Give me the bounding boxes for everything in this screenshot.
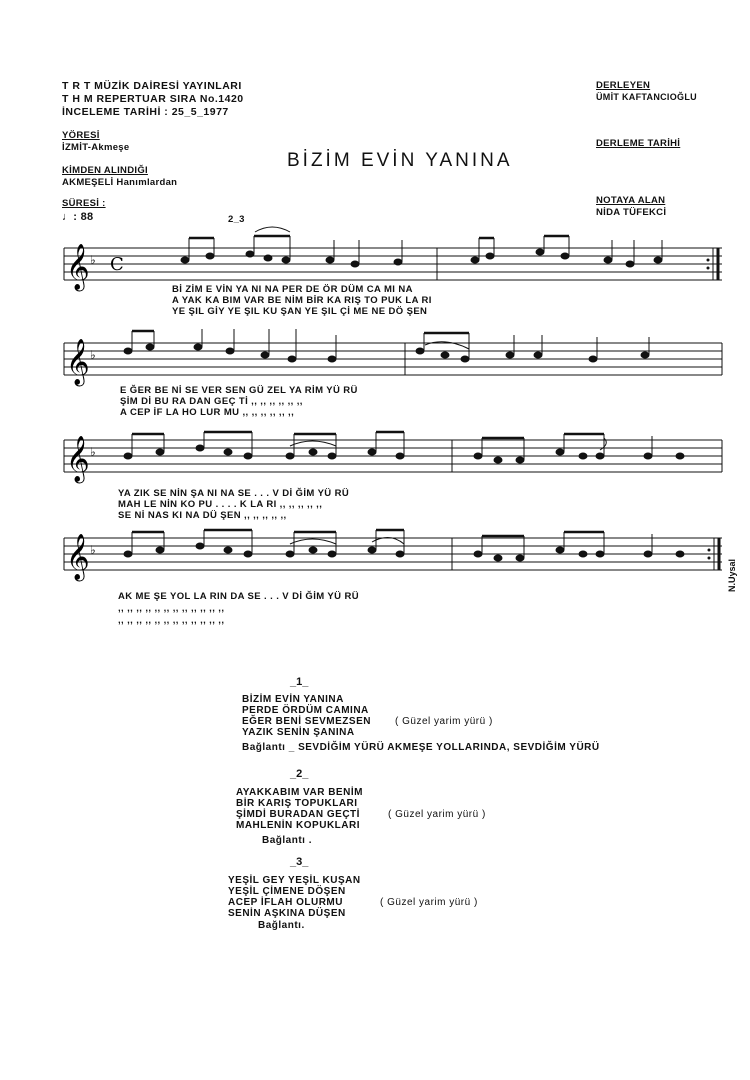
stanza-line: YAZIK SENİN ŞANINA [242, 727, 355, 738]
refrain-line: Bağlantı . [262, 835, 313, 846]
refrain-note: ( Güzel yarim yürü ) [380, 897, 478, 908]
collection-date-label: DERLEME TARİHİ [596, 138, 681, 149]
stanza-number: _1_ [290, 676, 309, 688]
stanza-number: _3_ [290, 856, 309, 868]
song-title: BİZİM EVİN YANINA [287, 150, 513, 171]
publisher-line-2: T H M REPERTUAR SIRA No.1420 [62, 93, 244, 105]
staff-system-4 [0, 530, 750, 590]
collector-value: ÜMİT KAFTANCIOĞLU [596, 92, 697, 102]
treble-clef-icon: 𝄞 [66, 339, 90, 385]
lyric-line: ,, ,, ,, ,, ,, ,, ,, ,, ,, ,, ,, ,, [118, 603, 225, 614]
publisher-line-1: T R T MÜZİK DAİRESİ YAYINLARI [62, 80, 242, 92]
stanza-line: PERDE ÖRDÜM CAMINA [242, 705, 369, 716]
flat-icon: ♭ [90, 253, 96, 267]
duration-label: SÜRESİ : [62, 198, 106, 209]
stanza-line: YEŞİL ÇİMENE DÖŞEN [228, 886, 346, 897]
lyric-line: A YAK KA BIM VAR BE NİM BİR KA RIŞ TO PUK LA RI [172, 295, 432, 306]
staff-system-3 [0, 432, 750, 492]
stanza-line: BİZİM EVİN YANINA [242, 694, 344, 705]
publisher-line-3: İNCELEME TARİHİ : 25_5_1977 [62, 106, 229, 118]
stanza-line: EĞER BENİ SEVMEZSEN [242, 716, 371, 727]
stanza-line: BİR KARIŞ TOPUKLARI [236, 798, 358, 809]
tempo-mark: ♩: 88 [62, 211, 94, 223]
collector-label: DERLEYEN [596, 80, 651, 91]
flat-icon: ♭ [90, 543, 96, 557]
notation-label: NOTAYA ALAN [596, 195, 666, 206]
region-label: YÖRESİ [62, 130, 100, 141]
refrain-note: ( Güzel yarim yürü ) [388, 809, 486, 820]
stanza-line: AYAKKABIM VAR BENİM [236, 787, 363, 798]
treble-clef-icon: 𝄞 [66, 436, 90, 482]
stanza-line: ACEP İFLAH OLURMU [228, 897, 343, 908]
refrain-line: Bağlantı. [258, 920, 305, 931]
lyric-line: Bİ ZİM E VİN YA NI NA PER DE ÖR DÜM CA MI NA [172, 284, 413, 295]
treble-clef-icon: 𝄞 [66, 534, 90, 580]
refrain-line: Bağlantı _ SEVDİĞİM YÜRÜ AKMEŞE YOLLARINDA, SEVDİĞİM YÜRÜ [242, 742, 600, 753]
arranger-signature: N.Uysal [727, 558, 737, 592]
notation-value: NİDA TÜFEKCİ [596, 207, 667, 218]
lyric-line: AK ME ŞE YOL LA RIN DA SE . . . V Dİ ĞİM YÜ RÜ [118, 591, 359, 602]
lyric-line: YE ŞIL GİY YE ŞIL KU ŞAN YE ŞIL Çİ ME NE DÖ ŞEN [172, 306, 428, 317]
tuplet-mark: 2_3 [228, 214, 245, 225]
flat-icon: ♭ [90, 348, 96, 362]
stanza-line: MAHLENİN KOPUKLARI [236, 820, 360, 831]
stanza-line: YEŞİL GEY YEŞİL KUŞAN [228, 875, 361, 886]
source-value: AKMEŞELİ Hanımlardan [62, 177, 178, 188]
lyric-line: E ĞER BE Nİ SE VER SEN GÜ ZEL YA RİM YÜ RÜ [120, 385, 358, 396]
refrain-note: ( Güzel yarim yürü ) [395, 716, 493, 727]
time-signature: C [110, 254, 124, 275]
lyric-line: MAH LE NİN KO PU . . . . K LA RI ,, ,, ,, ,, ,, [118, 499, 323, 510]
treble-clef-icon: 𝄞 [66, 244, 90, 290]
stanza-number: _2_ [290, 768, 309, 780]
stanza-line: SENİN AŞKINA DÜŞEN [228, 908, 346, 919]
lyric-line: SE Nİ NAS KI NA DÜ ŞEN ,, ,, ,, ,, ,, [118, 510, 287, 521]
flat-icon: ♭ [90, 445, 96, 459]
stanza-line: ŞİMDİ BURADAN GEÇTİ [236, 809, 360, 820]
lyric-line: A CEP İF LA HO LUR MU ,, ,, ,, ,, ,, ,, [120, 407, 295, 418]
lyric-line: ŞİM Dİ BU RA DAN GEÇ Tİ ,, ,, ,, ,, ,, ,, [120, 396, 303, 407]
staff-system-2 [0, 335, 750, 395]
region-value: İZMİT-Akmeşe [62, 142, 130, 153]
source-label: KİMDEN ALINDIĞI [62, 165, 148, 176]
lyric-line: ,, ,, ,, ,, ,, ,, ,, ,, ,, ,, ,, ,, [118, 615, 225, 626]
lyric-line: YA ZIK SE NİN ŞA NI NA SE . . . V Dİ ĞİM YÜ RÜ [118, 488, 350, 499]
